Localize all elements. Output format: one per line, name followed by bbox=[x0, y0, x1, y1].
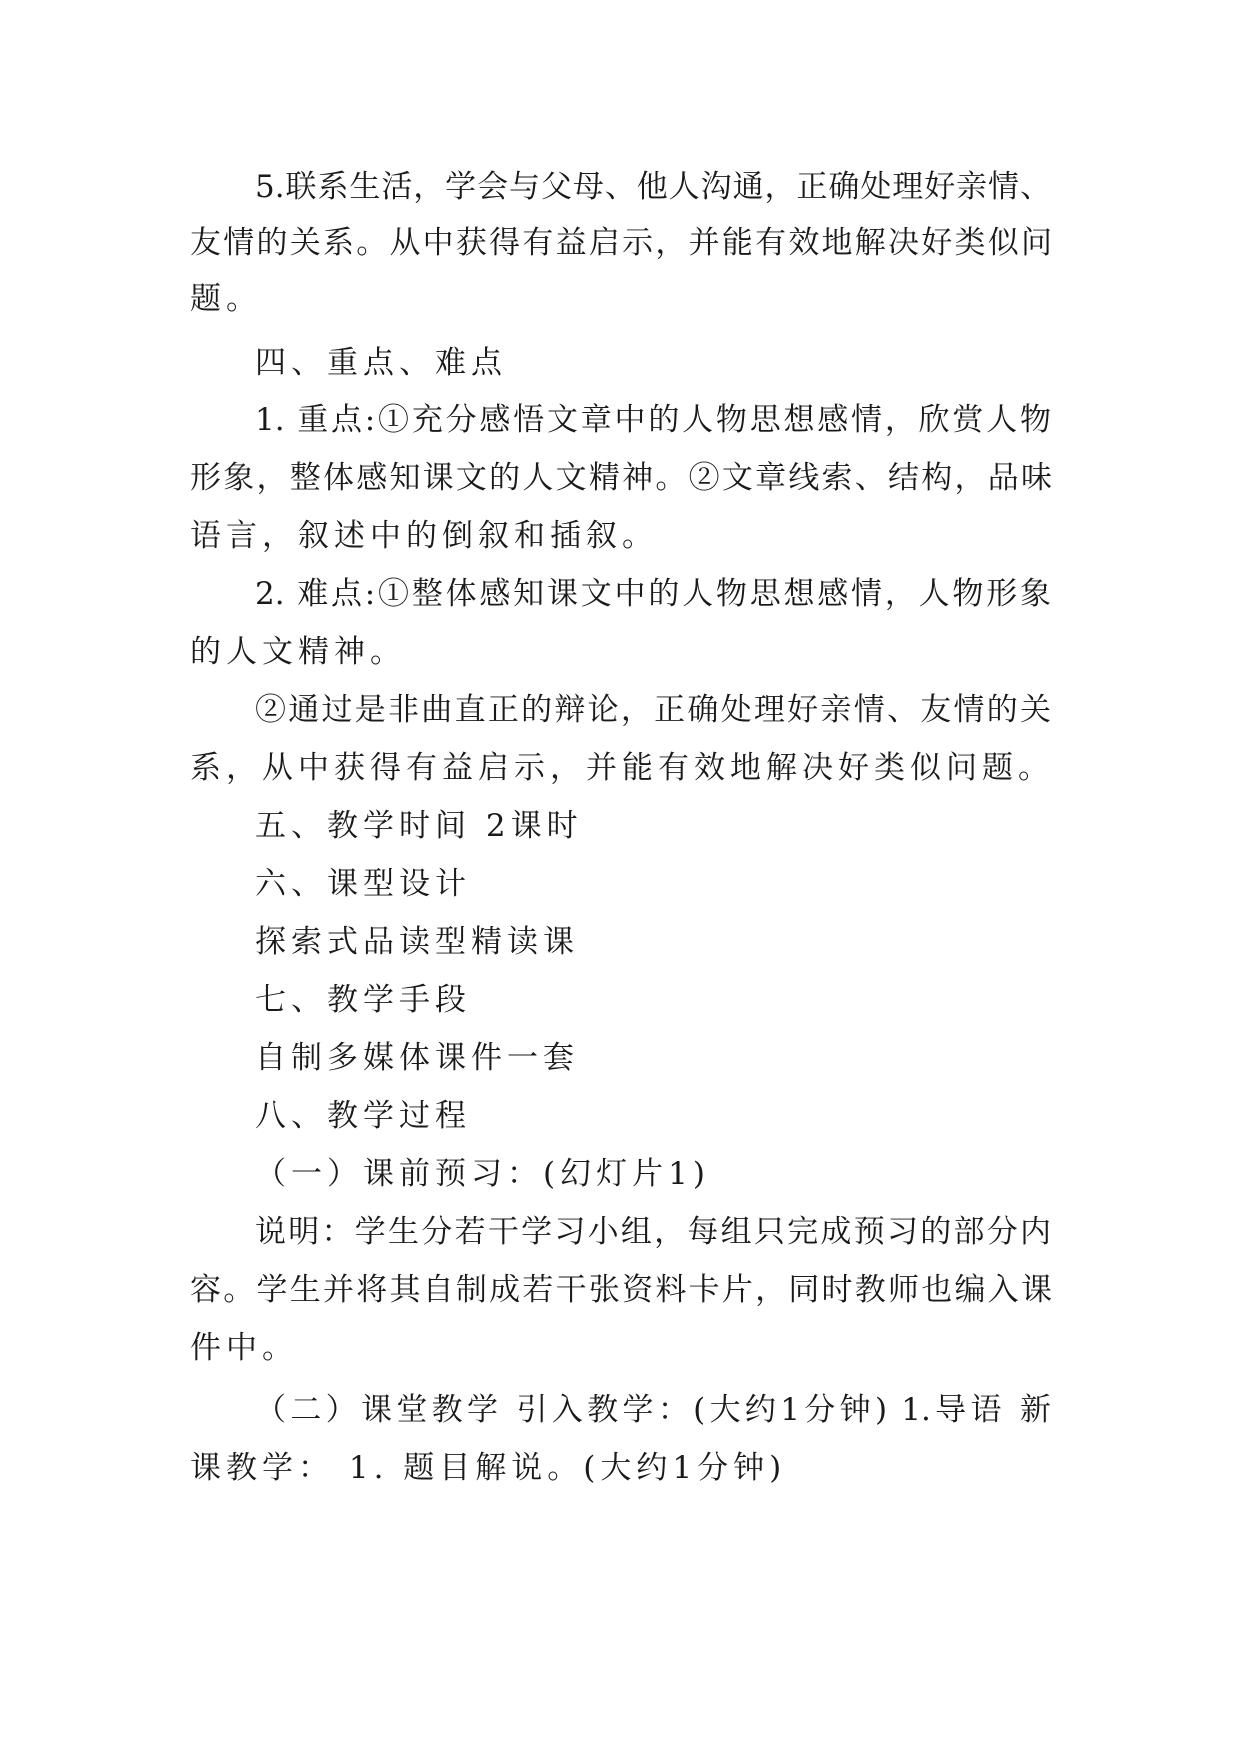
paragraph-line: 1. 重点:①充分感悟文章中的人物思想感情，欣赏人物 bbox=[255, 402, 1051, 438]
section-heading: 六、课型设计 bbox=[255, 866, 471, 902]
paragraph-line: 形象，整体感知课文的人文精神。②文章线索、结构，品味 bbox=[190, 460, 1052, 496]
paragraph-line: 的人文精神。 bbox=[190, 634, 406, 670]
paragraph-line: 系，从中获得有益启示，并能有效地解决好类似问题。 bbox=[190, 750, 1054, 786]
section-heading: 五、教学时间 2课时 bbox=[255, 808, 583, 844]
section-heading: 七、教学手段 bbox=[255, 982, 471, 1018]
paragraph-line: 友情的关系。从中获得有益启示，并能有效地解决好类似问 bbox=[190, 225, 1052, 261]
paragraph-line: 5.联系生活，学会与父母、他人沟通，正确处理好亲情、 bbox=[255, 169, 1051, 205]
paragraph-line: 自制多媒体课件一套 bbox=[255, 1040, 579, 1076]
section-heading: 四、重点、难点 bbox=[255, 345, 507, 381]
paragraph-line: 件中。 bbox=[190, 1330, 298, 1366]
paragraph-line: 语言，叙述中的倒叙和插叙。 bbox=[190, 518, 658, 554]
paragraph-line: 容。学生并将其自制成若干张资料卡片，同时教师也编入课 bbox=[190, 1272, 1052, 1308]
paragraph-line: （二）课堂教学 引入教学：(大约1分钟) 1.导语 新 bbox=[255, 1392, 1051, 1428]
paragraph-line: 探索式品读型精读课 bbox=[255, 924, 579, 960]
subsection-heading: （一）课前预习：(幻灯片1) bbox=[255, 1156, 710, 1192]
paragraph-line: 课教学： 1. 题目解说。(大约1分钟) bbox=[190, 1450, 787, 1486]
paragraph-line: 说明：学生分若干学习小组，每组只完成预习的部分内 bbox=[255, 1214, 1051, 1250]
paragraph-line: ②通过是非曲直正的辩论，正确处理好亲情、友情的关 bbox=[255, 692, 1051, 728]
section-heading: 八、教学过程 bbox=[255, 1098, 471, 1134]
paragraph-line: 2. 难点:①整体感知课文中的人物思想感情，人物形象 bbox=[255, 576, 1051, 612]
paragraph-line: 题。 bbox=[190, 281, 262, 317]
